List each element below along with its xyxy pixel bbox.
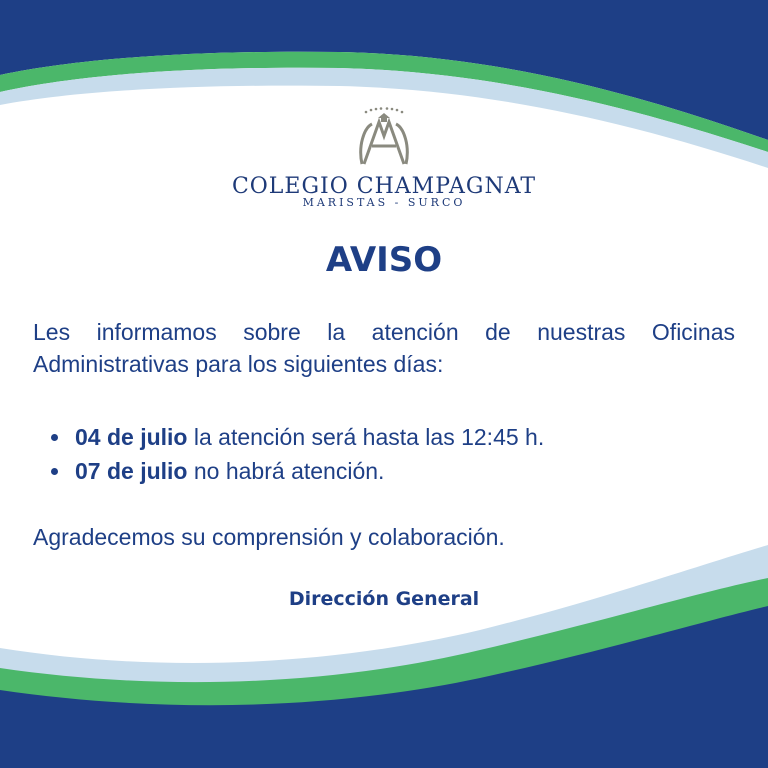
school-subtitle: MARISTAS - SURCO [302,196,466,209]
signature: Dirección General [288,588,480,610]
schedule-item [33,454,735,488]
notice-intro: Les informamos sobre la atención de nuestras Oficinas Administrativas para los siguientes días: [33,319,735,377]
schedule-list [33,420,735,488]
schedule-item [33,420,735,454]
monogram-am-crown-icon [354,106,414,170]
school-logo [0,106,768,209]
school-name: COLEGIO CHAMPAGNAT [231,174,537,199]
bullet-dot [51,434,58,441]
schedule-date: 04 de julio [75,424,188,450]
schedule-text: no habrá atención. [187,458,385,484]
thanks-line: Agradecemos su comprensión y colaboración. [33,524,505,550]
notice-title: AVISO [325,240,443,280]
schedule-date: 07 de julio [75,458,188,484]
schedule-text: la atención será hasta las 12:45 h. [187,424,545,450]
bullet-dot [51,468,58,475]
